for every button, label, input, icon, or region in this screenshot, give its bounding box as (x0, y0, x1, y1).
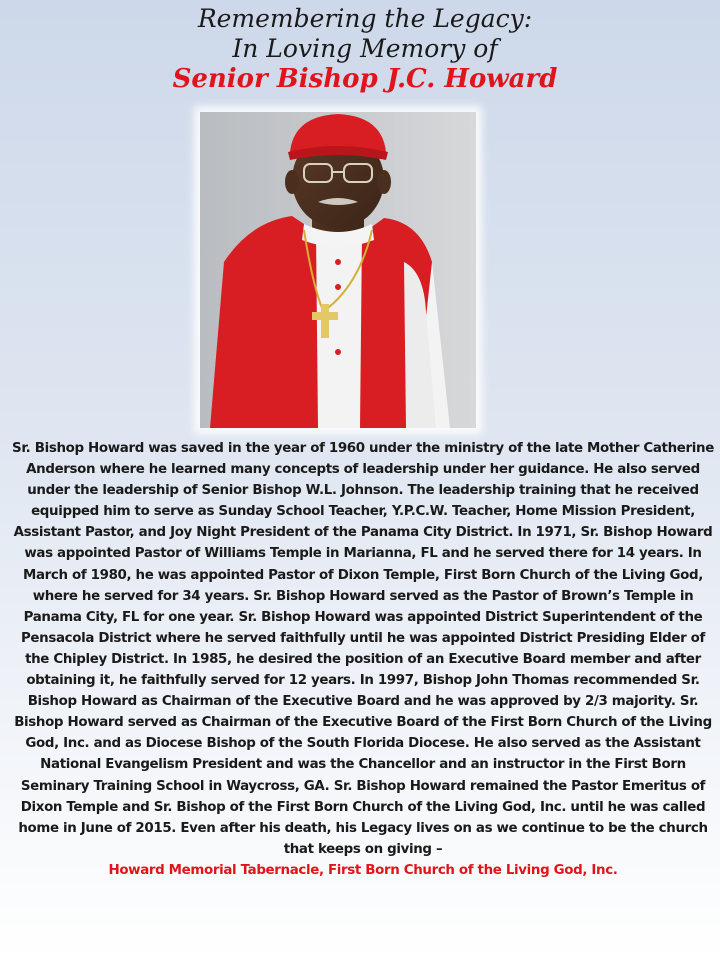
biography-paragraph: Sr. Bishop Howard was saved in the year of 1960 under the ministry of the late Mother Catherine Anderson where he learned many concepts of leadership under her guidance. He also served under the leadership of Senior Bishop W.L. Johnson. The leadership training that he received equipped him to serve as Sunday School Teacher, Y.P.C.W. Teacher, Home Mission President, Assistant Pastor, and Joy Night President of the Panama City District. In 1971, Sr. Bishop Howard was appointed Pastor of Williams Temple in Marianna, FL and he served there for 14 years. In March of 1980, he was appointed Pastor of Dixon Temple, First Born Church of the Living God, where he served for 34 years. Sr. Bishop Howard served as the Pastor of Brown’s Temple in Panama City, FL for one year. Sr. Bishop Howard was appointed District Superintendent of the Pensacola District where he served faithfully until he was appointed District Presiding Elder of the Chipley District. In 1985, he desired the position of an Executive Board member and after obtaining it, he faithfully served for 12 years. In 1997, Bishop John Thomas recommended Sr. Bishop Howard as Chairman of the Executive Board and he was approved by 2/3 majority. Sr. Bishop Howard served as Chairman of the Executive Board of the First Born Church of the Living God, Inc. and as Diocese Bishop of the South Florida Diocese. He also served as the Assistant National Evangelism President and was the Chancellor and an instructor in the First Born Seminary Training School in Waycross, GA. Sr. Bishop Howard remained the Pastor Emeritus of Dixon Temple and Sr. Bishop of the First Born Church of the Living God, Inc. until he was called home in June of 2015. Even after his death, his Legacy lives on as we continue to be the church that keeps on giving – (12, 441, 714, 857)
portrait-illustration (200, 112, 476, 428)
biography-text (8, 438, 718, 881)
title-line-1: Remembering the Legacy: (197, 4, 533, 33)
title-line-2: In Loving Memory of (232, 34, 498, 63)
memorial-title (0, 4, 720, 94)
honoree-name: Senior Bishop J.C. Howard (172, 64, 558, 94)
bishop-portrait-photo (200, 112, 476, 428)
church-footer: Howard Memorial Tabernacle, First Born Church of the Living God, Inc. (108, 862, 618, 878)
